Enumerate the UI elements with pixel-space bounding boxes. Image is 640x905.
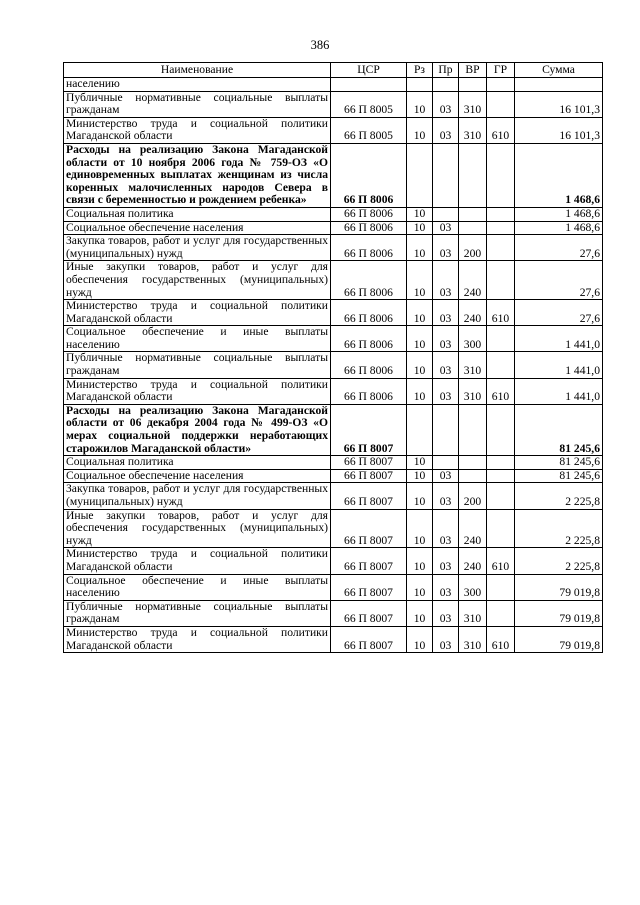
cell-vr: 240 [459, 300, 487, 326]
cell-vr: 240 [459, 509, 487, 548]
cell-rz: 10 [407, 326, 433, 352]
cell-csr: 66 П 8007 [331, 574, 407, 600]
cell-csr: 66 П 8007 [331, 404, 407, 455]
cell-rz: 10 [407, 548, 433, 574]
cell-rz: 10 [407, 626, 433, 652]
cell-vr [459, 221, 487, 235]
cell-gr [487, 600, 515, 626]
header-rz: Рз [407, 63, 433, 78]
empty-cell [515, 78, 603, 92]
cell-csr: 66 П 8007 [331, 626, 407, 652]
table-body [64, 78, 603, 653]
cell-rz: 10 [407, 207, 433, 221]
cell-sum: 2 225,8 [515, 509, 603, 548]
cell-csr: 66 П 8006 [331, 378, 407, 404]
table-row [64, 221, 603, 235]
cell-name: Расходы на реализацию Закона Магаданской области от 06 декабря 2004 года № 499-ОЗ «О мерах социальной поддержки неработающих старожилов Магаданской области» [64, 404, 331, 455]
cell-gr [487, 352, 515, 378]
cell-csr: 66 П 8006 [331, 326, 407, 352]
cell-gr [487, 509, 515, 548]
cell-rz: 10 [407, 600, 433, 626]
cell-sum: 16 101,3 [515, 117, 603, 143]
cell-rz: 10 [407, 235, 433, 261]
table-row [64, 483, 603, 509]
cell-gr: 610 [487, 117, 515, 143]
cell-gr [487, 143, 515, 207]
cell-sum: 1 441,0 [515, 326, 603, 352]
cell-sum: 27,6 [515, 300, 603, 326]
cell-gr [487, 404, 515, 455]
cell-vr [459, 207, 487, 221]
cell-sum: 16 101,3 [515, 91, 603, 117]
cell-pr: 03 [433, 261, 459, 300]
cell-rz: 10 [407, 483, 433, 509]
table-row [64, 456, 603, 470]
cell-vr [459, 469, 487, 483]
cell-gr [487, 483, 515, 509]
cell-rz [407, 404, 433, 455]
table-row [64, 352, 603, 378]
cell-vr [459, 456, 487, 470]
cell-gr [487, 261, 515, 300]
cell-gr [487, 456, 515, 470]
table-row [64, 235, 603, 261]
cell-sum: 1 468,6 [515, 143, 603, 207]
cell-csr: 66 П 8006 [331, 352, 407, 378]
cell-sum: 79 019,8 [515, 626, 603, 652]
empty-cell [487, 78, 515, 92]
cell-name: Публичные нормативные социальные выплаты гражданам [64, 91, 331, 117]
header-sum: Сумма [515, 63, 603, 78]
cell-pr: 03 [433, 469, 459, 483]
cell-gr: 610 [487, 626, 515, 652]
cell-sum: 27,6 [515, 261, 603, 300]
continuation-row [64, 78, 603, 92]
cell-csr: 66 П 8006 [331, 207, 407, 221]
cell-vr: 310 [459, 626, 487, 652]
cell-sum: 1 468,6 [515, 207, 603, 221]
empty-cell [407, 78, 433, 92]
cell-name: Закупка товаров, работ и услуг для государственных (муниципальных) нужд [64, 483, 331, 509]
cell-name: Иные закупки товаров, работ и услуг для обеспечения государственных (муниципальных) нужд [64, 261, 331, 300]
cell-sum: 81 245,6 [515, 456, 603, 470]
cell-csr: 66 П 8006 [331, 261, 407, 300]
cell-sum: 1 441,0 [515, 378, 603, 404]
cell-rz: 10 [407, 378, 433, 404]
cell-name: Расходы на реализацию Закона Магаданской области от 10 ноября 2006 года № 759-ОЗ «О единовременных выплатах женщинам из числа коренных малочисленных народов Севера в связи с беременностью и рождением ребенка» [64, 143, 331, 207]
cell-rz: 10 [407, 456, 433, 470]
empty-cell [331, 78, 407, 92]
cell-sum: 79 019,8 [515, 600, 603, 626]
table-row [64, 404, 603, 455]
cell-pr [433, 143, 459, 207]
cell-name: Социальное обеспечение и иные выплаты населению [64, 574, 331, 600]
cell-pr: 03 [433, 574, 459, 600]
cell-pr [433, 207, 459, 221]
page-number: 386 [310, 38, 330, 52]
table-row [64, 574, 603, 600]
cell-csr: 66 П 8006 [331, 235, 407, 261]
table-row [64, 469, 603, 483]
table-header [64, 63, 603, 78]
table-row [64, 117, 603, 143]
cell-gr [487, 469, 515, 483]
table-row [64, 261, 603, 300]
cell-gr [487, 91, 515, 117]
cell-rz: 10 [407, 261, 433, 300]
cell-name: Социальная политика [64, 456, 331, 470]
cell-sum: 1 441,0 [515, 352, 603, 378]
cell-rz: 10 [407, 509, 433, 548]
cell-pr [433, 456, 459, 470]
cell-rz: 10 [407, 300, 433, 326]
header-gr: ГР [487, 63, 515, 78]
cell-gr [487, 221, 515, 235]
table-row [64, 548, 603, 574]
cell-sum: 81 245,6 [515, 404, 603, 455]
cell-sum: 1 468,6 [515, 221, 603, 235]
cell-rz: 10 [407, 469, 433, 483]
cell-name: Социальное обеспечение населения [64, 469, 331, 483]
cell-vr: 310 [459, 378, 487, 404]
cell-csr: 66 П 8005 [331, 117, 407, 143]
cell-sum: 27,6 [515, 235, 603, 261]
cell-pr: 03 [433, 626, 459, 652]
cell-gr: 610 [487, 300, 515, 326]
cell-gr: 610 [487, 378, 515, 404]
cell-sum: 2 225,8 [515, 483, 603, 509]
cell-name: Публичные нормативные социальные выплаты гражданам [64, 352, 331, 378]
cell-vr: 200 [459, 235, 487, 261]
cell-pr: 03 [433, 352, 459, 378]
cell-sum: 2 225,8 [515, 548, 603, 574]
cell-pr: 03 [433, 221, 459, 235]
cell-rz: 10 [407, 221, 433, 235]
table-row [64, 91, 603, 117]
cell-gr: 610 [487, 548, 515, 574]
header-row [64, 63, 603, 78]
empty-cell [459, 78, 487, 92]
cell-name: Иные закупки товаров, работ и услуг для обеспечения государственных (муниципальных) нужд [64, 509, 331, 548]
cell-sum: 81 245,6 [515, 469, 603, 483]
header-name: Наименование [64, 63, 331, 78]
cell-csr: 66 П 8006 [331, 221, 407, 235]
cell-pr: 03 [433, 509, 459, 548]
table-row [64, 207, 603, 221]
cell-vr: 240 [459, 548, 487, 574]
cell-vr: 310 [459, 117, 487, 143]
cell-csr: 66 П 8007 [331, 548, 407, 574]
cell-csr: 66 П 8007 [331, 483, 407, 509]
header-pr: Пр [433, 63, 459, 78]
cell-csr: 66 П 8006 [331, 300, 407, 326]
cell-vr: 310 [459, 352, 487, 378]
cell-vr [459, 143, 487, 207]
table-row [64, 600, 603, 626]
cell-vr: 200 [459, 483, 487, 509]
table-row [64, 378, 603, 404]
budget-table [63, 62, 603, 653]
cell-csr: 66 П 8006 [331, 143, 407, 207]
cell-vr [459, 404, 487, 455]
header-csr: ЦСР [331, 63, 407, 78]
cell-name: Социальное обеспечение населения [64, 221, 331, 235]
cell-vr: 310 [459, 91, 487, 117]
cell-name: Министерство труда и социальной политики Магаданской области [64, 300, 331, 326]
cell-rz: 10 [407, 574, 433, 600]
cell-pr: 03 [433, 600, 459, 626]
cell-name: Закупка товаров, работ и услуг для государственных (муниципальных) нужд [64, 235, 331, 261]
cell-name: Министерство труда и социальной политики Магаданской области [64, 117, 331, 143]
table-row [64, 626, 603, 652]
cell-vr: 300 [459, 326, 487, 352]
cell-name: Министерство труда и социальной политики Магаданской области [64, 378, 331, 404]
cell-csr: 66 П 8007 [331, 600, 407, 626]
cell-pr: 03 [433, 548, 459, 574]
cell-csr: 66 П 8005 [331, 91, 407, 117]
cell-rz: 10 [407, 91, 433, 117]
cell-pr: 03 [433, 91, 459, 117]
cell-gr [487, 235, 515, 261]
cell-gr [487, 207, 515, 221]
cell-pr: 03 [433, 326, 459, 352]
cell-name: Министерство труда и социальной политики Магаданской области [64, 626, 331, 652]
cell-pr: 03 [433, 300, 459, 326]
cell-pr: 03 [433, 378, 459, 404]
cell-pr: 03 [433, 483, 459, 509]
cell-name: Министерство труда и социальной политики Магаданской области [64, 548, 331, 574]
header-vr: ВР [459, 63, 487, 78]
cell-pr: 03 [433, 235, 459, 261]
cell-pr: 03 [433, 117, 459, 143]
table-row [64, 143, 603, 207]
cell-rz: 10 [407, 352, 433, 378]
cell-csr: 66 П 8007 [331, 456, 407, 470]
cell-gr [487, 574, 515, 600]
cell-vr: 240 [459, 261, 487, 300]
table-row [64, 326, 603, 352]
cell-name: Социальная политика [64, 207, 331, 221]
cell-rz: 10 [407, 117, 433, 143]
cell-pr [433, 404, 459, 455]
cell-vr: 310 [459, 600, 487, 626]
cell-gr [487, 326, 515, 352]
empty-cell [433, 78, 459, 92]
table-row [64, 300, 603, 326]
cell-csr: 66 П 8007 [331, 469, 407, 483]
cell-sum: 79 019,8 [515, 574, 603, 600]
continuation-text: населению [64, 78, 331, 92]
cell-name: Социальное обеспечение и иные выплаты населению [64, 326, 331, 352]
cell-vr: 300 [459, 574, 487, 600]
cell-name: Публичные нормативные социальные выплаты гражданам [64, 600, 331, 626]
table-row [64, 509, 603, 548]
cell-csr: 66 П 8007 [331, 509, 407, 548]
cell-rz [407, 143, 433, 207]
